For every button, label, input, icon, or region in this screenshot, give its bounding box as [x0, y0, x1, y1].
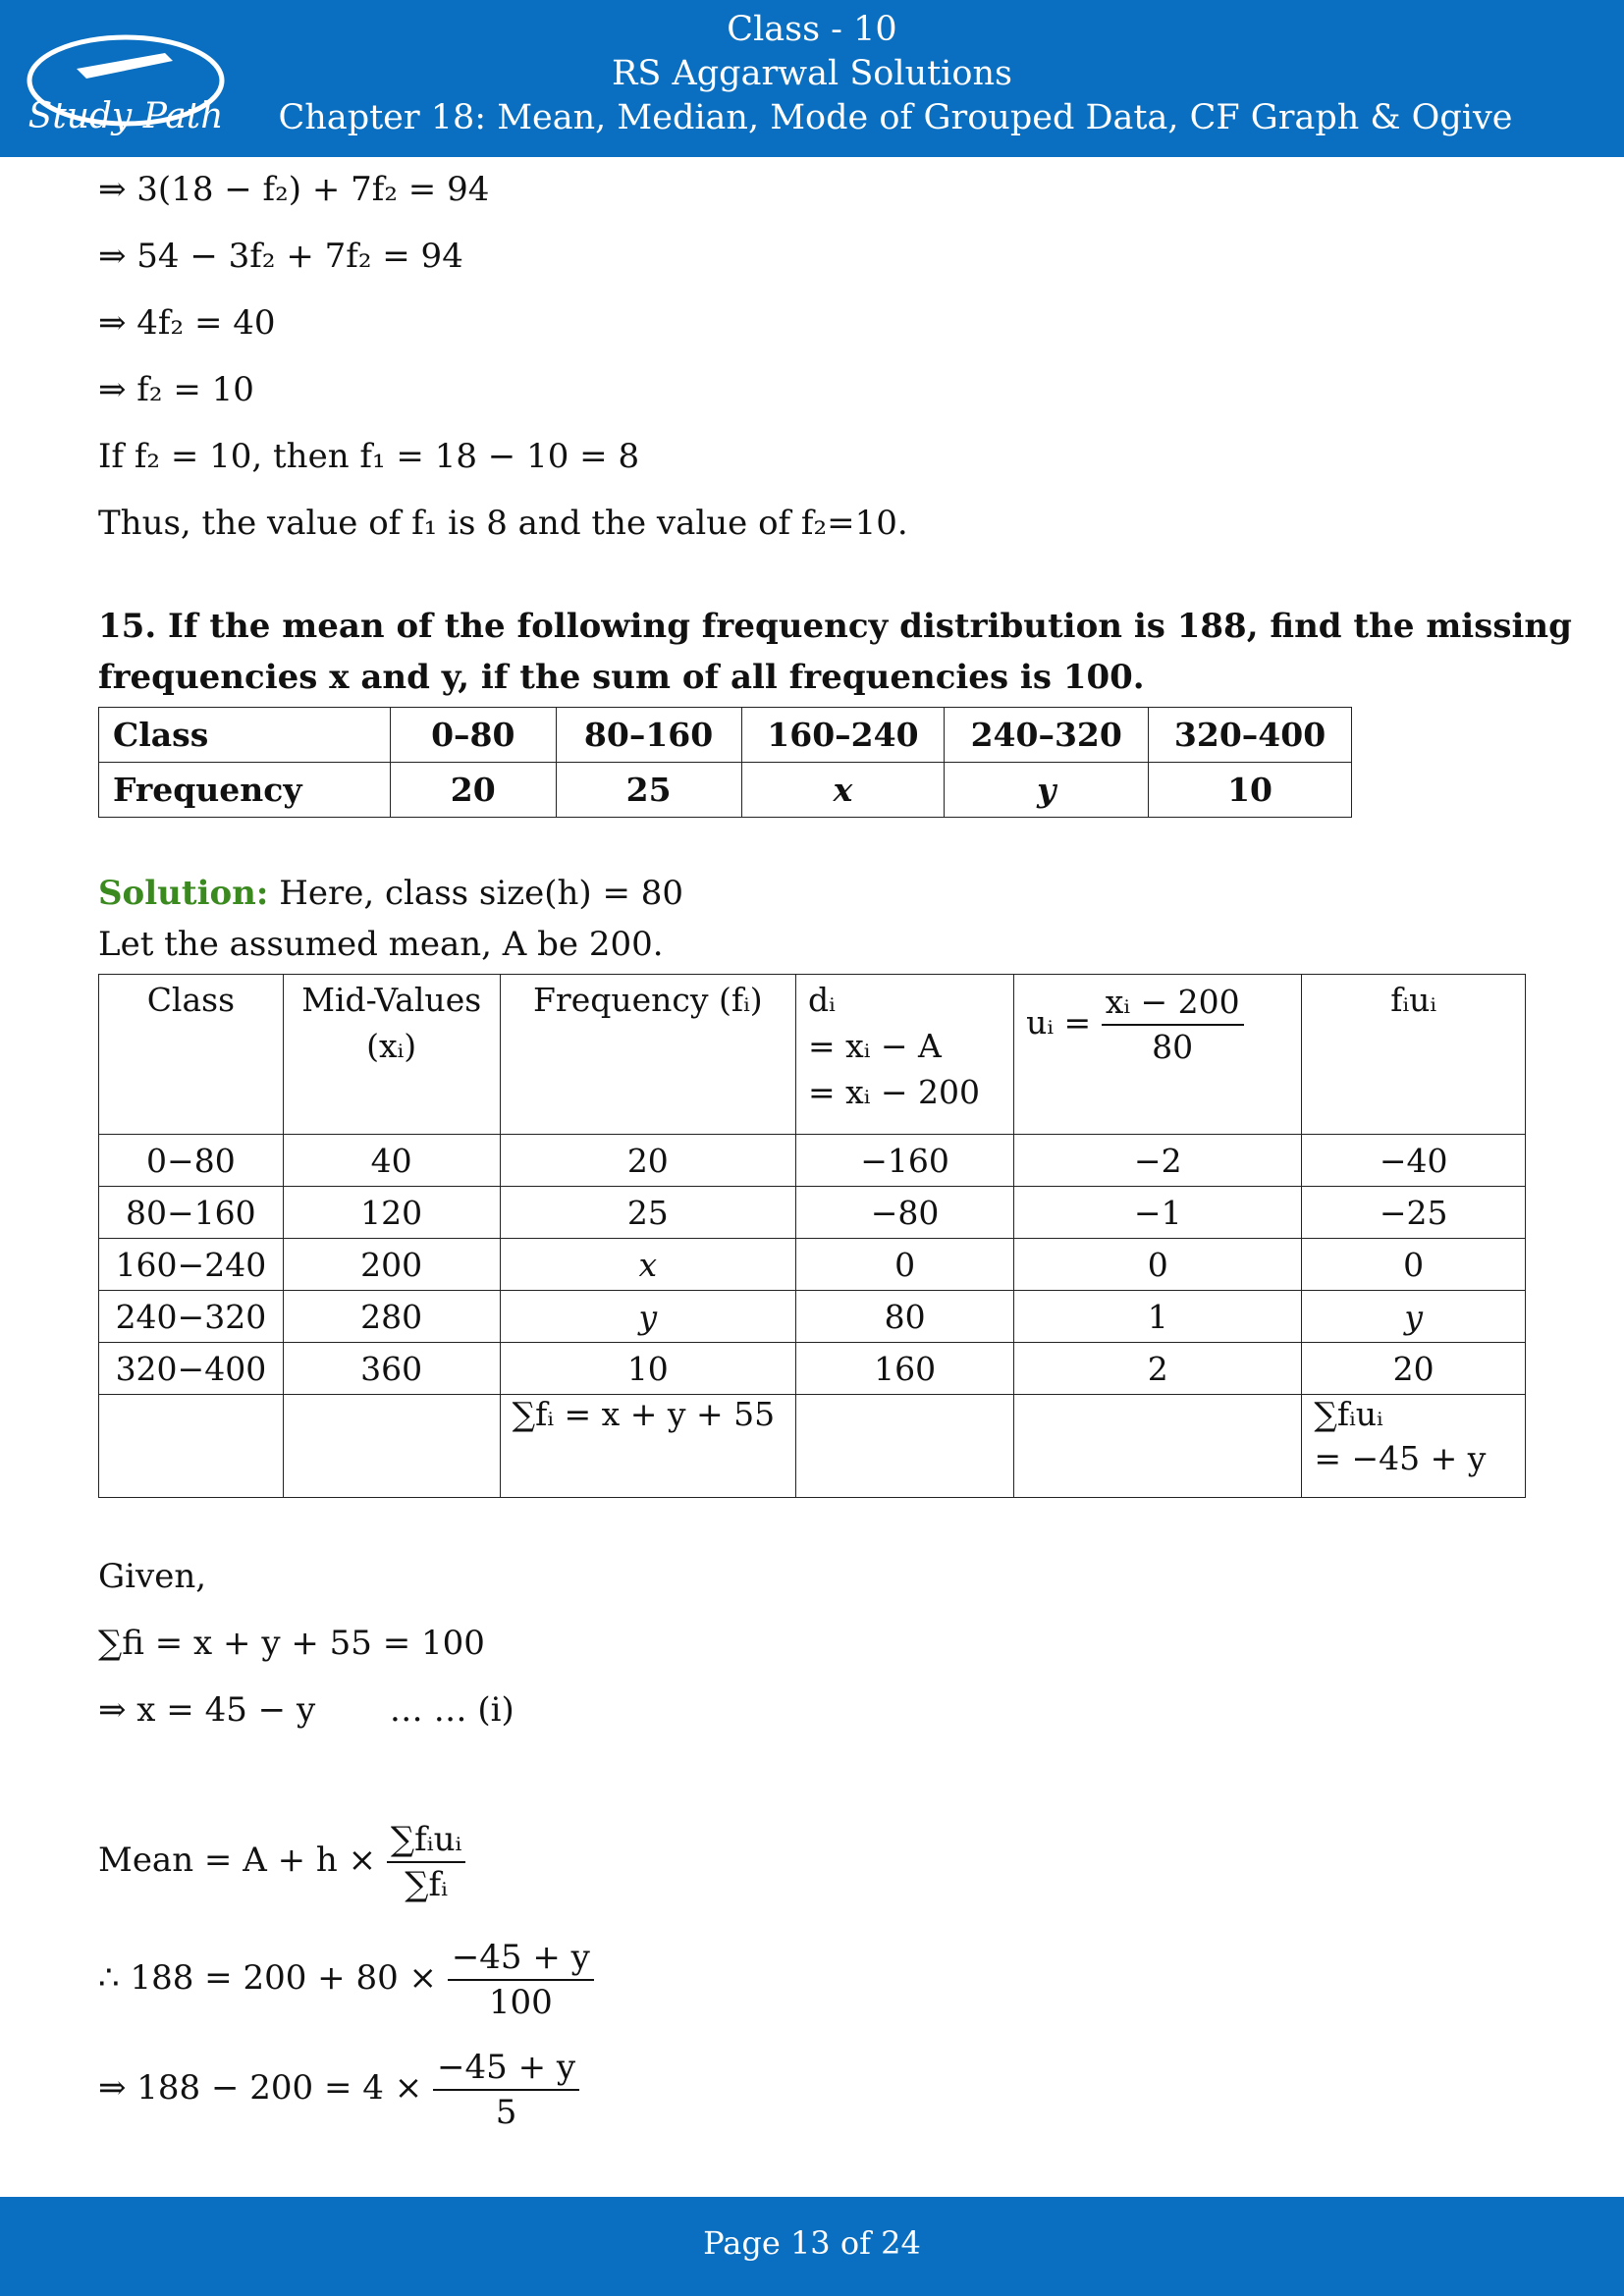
page-footer — [0, 2197, 1624, 2296]
fraction-denominator: 5 — [495, 2093, 517, 2132]
cell: 2 — [1014, 1343, 1302, 1395]
cell: 280 — [283, 1291, 500, 1343]
fraction-numerator: ∑fᵢuᵢ — [387, 1818, 465, 1863]
table-row — [99, 708, 1352, 763]
mean-formula-lhs: Mean = A + h × — [98, 1841, 377, 1880]
fraction-numerator: −45 + y — [433, 2046, 579, 2091]
header-class: Class — [99, 975, 284, 1135]
prev-step-4: ⇒ f₂ = 10 — [98, 370, 254, 409]
fraction-numerator: −45 + y — [448, 1936, 594, 1981]
question-text-line1: 15. If the mean of the following frequency distribution is 188, find the missing — [98, 607, 1572, 646]
row-label-class: Class — [99, 708, 391, 763]
question-table — [98, 707, 1352, 818]
table-row — [99, 1187, 1526, 1239]
header-d-line1: dᵢ — [808, 981, 836, 1019]
frequency-cell: 25 — [556, 763, 741, 818]
solution-intro — [98, 874, 683, 913]
cell: 0 — [1014, 1239, 1302, 1291]
header-u — [1014, 975, 1302, 1135]
table-row — [99, 1291, 1526, 1343]
cell: 200 — [283, 1239, 500, 1291]
header-frequency: Frequency (fᵢ) — [500, 975, 795, 1135]
cell: −25 — [1302, 1187, 1526, 1239]
solution-label: Solution: — [98, 874, 269, 913]
frequency-cell: 10 — [1149, 763, 1352, 818]
cell — [796, 1395, 1014, 1498]
simplify-fraction — [433, 2046, 579, 2134]
header-d-line3: = xᵢ − 200 — [808, 1073, 981, 1111]
cell — [283, 1395, 500, 1498]
substitution-step — [98, 1934, 594, 2024]
fraction-denominator: 80 — [1152, 1028, 1194, 1066]
class-cell: 0–80 — [390, 708, 556, 763]
sum-fu-line2: = −45 + y — [1314, 1439, 1487, 1477]
table-row — [99, 1135, 1526, 1187]
assumed-mean-line: Let the assumed mean, A be 200. — [98, 925, 664, 964]
prev-step-1: ⇒ 3(18 − f₂) + 7f₂ = 94 — [98, 170, 490, 209]
header-deviation — [796, 975, 1014, 1135]
cell: 360 — [283, 1343, 500, 1395]
cell: 40 — [283, 1135, 500, 1187]
class-cell: 320–400 — [1149, 708, 1352, 763]
cell: −80 — [796, 1187, 1014, 1239]
header-mid-values — [283, 975, 500, 1135]
header-fu: fᵢuᵢ — [1302, 975, 1526, 1135]
page-header — [0, 0, 1624, 157]
fraction-denominator: 100 — [488, 1983, 553, 2022]
header-u-fraction — [1102, 981, 1244, 1069]
sum-fu-cell — [1302, 1395, 1526, 1498]
frequency-cell: x — [741, 763, 945, 818]
cell: 80 — [796, 1291, 1014, 1343]
fraction-denominator: ∑fᵢ — [405, 1865, 448, 1904]
cell: 320−400 — [99, 1343, 284, 1395]
cell — [1014, 1395, 1302, 1498]
prev-step-5: If f₂ = 10, then f₁ = 18 − 10 = 8 — [98, 437, 640, 476]
cell: 160−240 — [99, 1239, 284, 1291]
equation-i: ⇒ x = 45 − y … … (i) — [98, 1690, 514, 1730]
question-text-line2: frequencies x and y, if the sum of all frequencies is 100. — [98, 658, 1145, 697]
frequency-cell: y — [945, 763, 1149, 818]
table-row — [99, 763, 1352, 818]
cell: 240−320 — [99, 1291, 284, 1343]
cell: 0 — [796, 1239, 1014, 1291]
frequency-cell: 20 — [390, 763, 556, 818]
table-sum-row — [99, 1395, 1526, 1498]
cell: 1 — [1014, 1291, 1302, 1343]
prev-step-2: ⇒ 54 − 3f₂ + 7f₂ = 94 — [98, 237, 463, 276]
mean-fraction — [387, 1818, 465, 1906]
header-mid-line2: (xᵢ) — [366, 1027, 417, 1065]
mean-formula — [98, 1816, 465, 1906]
equation-sum: ∑fi = x + y + 55 = 100 — [98, 1624, 485, 1663]
substitution-lhs: ∴ 188 = 200 + 80 × — [98, 1958, 437, 1998]
header-u-lhs: uᵢ = — [1026, 1003, 1092, 1041]
solution-class-size: Here, class size(h) = 80 — [279, 874, 684, 913]
cell: −160 — [796, 1135, 1014, 1187]
prev-conclusion: Thus, the value of f₁ is 8 and the value of f₂=10. — [98, 504, 908, 543]
header-d-line2: = xᵢ − A — [808, 1027, 942, 1065]
cell — [99, 1395, 284, 1498]
class-cell: 80–160 — [556, 708, 741, 763]
cell: 120 — [283, 1187, 500, 1239]
given-label: Given, — [98, 1557, 207, 1596]
page-number: Page 13 of 24 — [703, 2224, 921, 2262]
table-row — [99, 1343, 1526, 1395]
cell: −40 — [1302, 1135, 1526, 1187]
class-cell: 240–320 — [945, 708, 1149, 763]
cell: −1 — [1014, 1187, 1302, 1239]
cell: x — [500, 1239, 795, 1291]
solution-table — [98, 974, 1526, 1498]
cell: 25 — [500, 1187, 795, 1239]
cell: 10 — [500, 1343, 795, 1395]
table-row — [99, 1239, 1526, 1291]
class-cell: 160–240 — [741, 708, 945, 763]
cell: 0−80 — [99, 1135, 284, 1187]
cell: 0 — [1302, 1239, 1526, 1291]
header-class: Class - 10 — [727, 10, 897, 49]
cell: 20 — [1302, 1343, 1526, 1395]
cell: 160 — [796, 1343, 1014, 1395]
logo-text: Study Path — [27, 96, 224, 136]
header-book: RS Aggarwal Solutions — [612, 54, 1012, 93]
cell: 80−160 — [99, 1187, 284, 1239]
table-header-row — [99, 975, 1526, 1135]
fraction-numerator: xᵢ − 200 — [1102, 981, 1244, 1026]
row-label-frequency: Frequency — [99, 763, 391, 818]
cell: y — [1302, 1291, 1526, 1343]
header-mid-line1: Mid-Values — [301, 981, 482, 1019]
header-chapter: Chapter 18: Mean, Median, Mode of Grouped Data, CF Graph & Ogive — [278, 98, 1513, 137]
cell: y — [500, 1291, 795, 1343]
simplify-step — [98, 2044, 579, 2134]
sum-f-cell: ∑fᵢ = x + y + 55 — [500, 1395, 795, 1498]
prev-step-3: ⇒ 4f₂ = 40 — [98, 303, 276, 343]
simplify-lhs: ⇒ 188 − 200 = 4 × — [98, 2068, 423, 2108]
cell: 20 — [500, 1135, 795, 1187]
sum-fu-line1: ∑fᵢuᵢ — [1314, 1395, 1383, 1433]
substitution-fraction — [448, 1936, 594, 2024]
cell: −2 — [1014, 1135, 1302, 1187]
